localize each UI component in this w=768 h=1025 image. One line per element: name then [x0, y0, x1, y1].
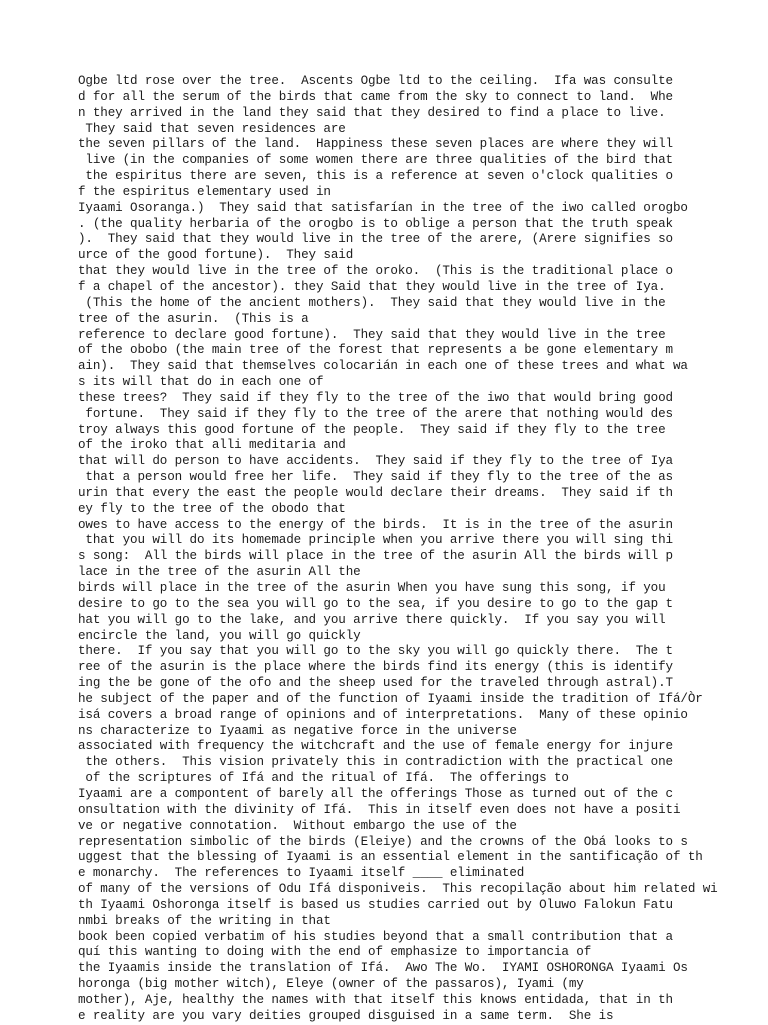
text-line: onsultation with the divinity of Ifá. This in itself even does not have a positi — [78, 802, 681, 817]
text-line: e monarchy. The references to Iyaami itself ____ eliminated — [78, 866, 525, 881]
text-line: horonga (big mother witch), Eleye (owner of the passaros), Iyami (my — [78, 977, 584, 992]
text-line: e reality are you vary deities grouped disguised in a same term. She is — [78, 1008, 614, 1023]
text-line: book been copied verbatim of his studies beyond that a small contribution that a — [78, 929, 673, 944]
text-line: isá covers a broad range of opinions and of interpretations. Many of these opinio — [78, 707, 688, 722]
text-line: urin that every the east the people would declare their dreams. They said if th — [78, 485, 673, 500]
body-text — [78, 74, 748, 1025]
text-line: that they would live in the tree of the oroko. (This is the traditional place o — [78, 264, 673, 279]
text-line: of many of the versions of Odu Ifá disponiveis. This recopilação about him related wi — [78, 882, 718, 897]
text-line: encircle the land, you will go quickly — [78, 628, 361, 643]
text-line: reference to declare good fortune). They said that they would live in the tree — [78, 327, 666, 342]
text-line: (This the home of the ancient mothers). They said that they would live in the — [78, 295, 666, 310]
text-line: ey fly to the tree of the obodo that — [78, 501, 346, 516]
text-line: the seven pillars of the land. Happiness these seven places are where they will — [78, 137, 673, 152]
text-line: quí this wanting to doing with the end of emphasize to importancia of — [78, 945, 592, 960]
text-line: . (the quality herbaria of the orogbo is to oblige a person that the truth speak — [78, 216, 673, 231]
text-line: Iyaami Osoranga.) They said that satisfarían in the tree of the iwo called orogbo — [78, 200, 688, 215]
text-line: birds will place in the tree of the asurin When you have sung this song, if you — [78, 581, 666, 595]
text-line: of the obobo (the main tree of the forest that represents a be gone elementary m — [78, 343, 673, 358]
text-line: th Iyaami Oshoronga itself is based us studies carried out by Oluwo Falokun Fatu — [78, 897, 673, 912]
text-line: n they arrived in the land they said that they desired to find a place to live. — [78, 105, 666, 120]
text-line: ). They said that they would live in the tree of the arere, (Arere signifies so — [78, 232, 673, 247]
text-line: representation simbolic of the birds (Eleiye) and the crowns of the Obá looks to s — [78, 834, 688, 849]
text-line: live (in the companies of some women there are three qualities of the bird that — [78, 153, 673, 168]
text-line: associated with frequency the witchcraft and the use of female energy for injure — [78, 739, 673, 754]
text-line: troy always this good fortune of the people. They said if they fly to the tree — [78, 422, 666, 437]
text-line: uggest that the blessing of Iyaami is an essential element in the santificação of th — [78, 850, 703, 865]
text-line: that will do person to have accidents. They said if they fly to the tree of Iya — [78, 454, 673, 469]
text-line: there. If you say that you will go to the sky you will go quickly there. The t — [78, 644, 673, 659]
text-line: these trees? They said if they fly to the tree of the iwo that would bring good — [78, 390, 673, 405]
text-line: lace in the tree of the asurin All the — [78, 565, 361, 580]
text-line: They said that seven residences are — [78, 121, 346, 136]
text-line: urce of the good fortune). They said — [78, 248, 354, 263]
text-line: owes to have access to the energy of the birds. It is in the tree of the asurin — [78, 517, 673, 532]
text-line: Iyaami are a compontent of barely all the offerings Those as turned out of the c — [78, 786, 673, 801]
text-line: tree of the asurin. (This is a — [78, 311, 309, 326]
text-line: hat you will go to the lake, and you arrive there quickly. If you say you will — [78, 612, 666, 627]
text-line: s song: All the birds will place in the tree of the asurin All the birds will p — [78, 549, 673, 564]
text-line: f a chapel of the ancestor). they Said that they would live in the tree of Iya. — [78, 279, 666, 294]
text-line: d for all the serum of the birds that came from the sky to connect to land. Whe — [78, 89, 673, 104]
text-line: s its will that do in each one of — [78, 375, 324, 390]
text-line: the espiritus there are seven, this is a reference at seven o'clock qualities o — [78, 169, 673, 184]
text-line: of the iroko that alli meditaria and — [78, 438, 346, 453]
text-line: the others. This vision privately this in contradiction with the practical one — [78, 755, 673, 770]
text-line: that you will do its homemade principle when you arrive there you will sing thi — [78, 533, 673, 548]
text-line: mother), Aje, healthy the names with that itself this knows entidada, that in th — [78, 992, 673, 1007]
text-line: desire to go to the sea you will go to the sea, if you desire to go to the gap t — [78, 596, 673, 611]
text-line: fortune. They said if they fly to the tree of the arere that nothing would des — [78, 406, 673, 421]
text-line: that a person would free her life. They said if they fly to the tree of the as — [78, 470, 673, 485]
text-line: f the espiritus elementary used in — [78, 184, 331, 199]
text-line: ns characterize to Iyaami as negative force in the universe — [78, 723, 517, 738]
text-line: he subject of the paper and of the function of Iyaami inside the tradition of Ifá/Òr — [78, 691, 703, 706]
text-line: nmbi breaks of the writing in that — [78, 913, 331, 928]
text-line: ing the be gone of the ofo and the sheep used for the traveled through astral).T — [78, 676, 673, 691]
text-line: Ogbe ltd rose over the tree. Ascents Ogbe ltd to the ceiling. Ifa was consulte — [78, 74, 673, 88]
text-line: the Iyaamis inside the translation of Ifá. Awo The Wo. IYAMI OSHORONGA Iyaami Os — [78, 961, 688, 976]
text-line: of the scriptures of Ifá and the ritual of Ifá. The offerings to — [78, 771, 569, 786]
text-line: ve or negative connotation. Without embargo the use of the — [78, 818, 517, 833]
text-line: ain). They said that themselves colocarián in each one of these trees and what wa — [78, 359, 688, 374]
text-line: ree of the asurin is the place where the birds find its energy (this is identify — [78, 660, 673, 675]
